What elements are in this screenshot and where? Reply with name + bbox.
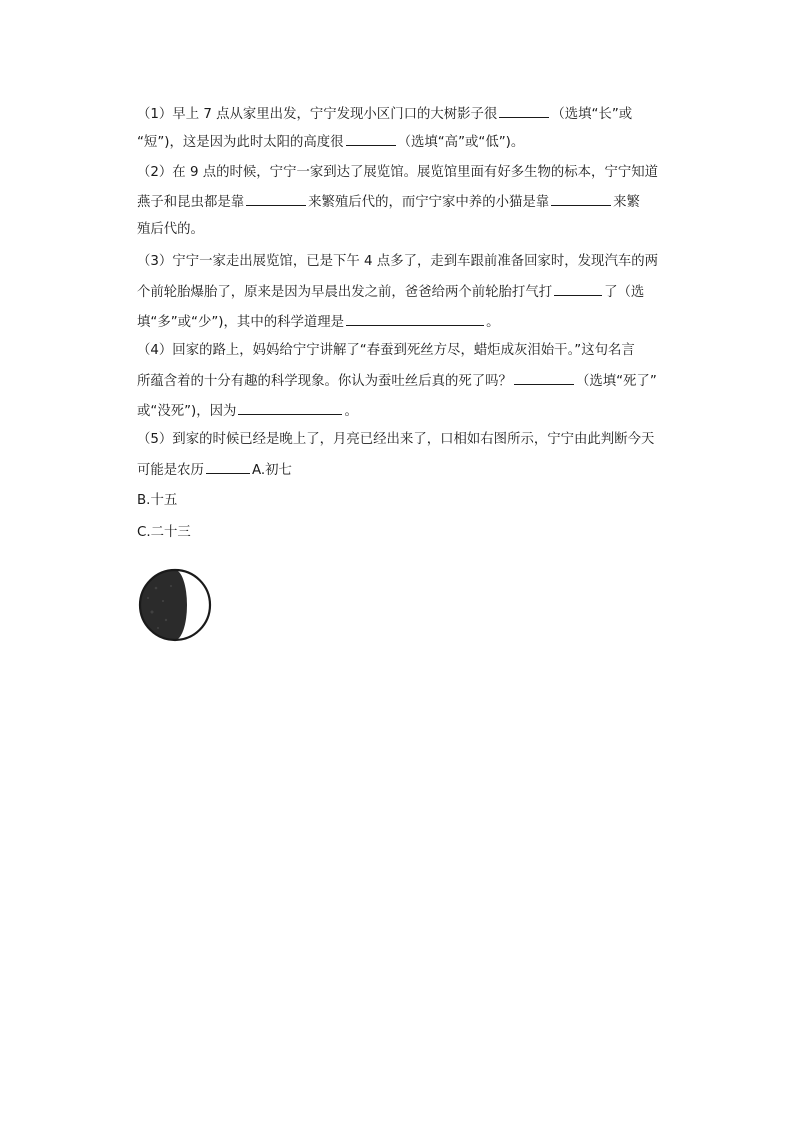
half-moon-icon [138,568,214,644]
q2-answer-blank-2[interactable] [551,192,611,206]
q2-line-1 [137,164,658,182]
q3-answer-blank-1[interactable] [554,282,602,296]
q1-line-1 [137,104,632,122]
q4-line-1 [137,342,635,360]
q5-answer-blank[interactable] [206,460,250,474]
q5-option-c-line [137,524,191,542]
q4-line-2 [137,371,657,389]
q4-answer-blank-2[interactable] [238,401,342,415]
q4-text-4: 或“没死”)，因为 [137,404,237,419]
q2-text-4: 来繁 [613,195,640,210]
q5-line-2 [137,460,292,478]
q3-answer-blank-2[interactable] [346,312,484,326]
q4-line-3 [137,401,358,419]
q1-answer-blank-2[interactable] [346,132,396,146]
q3-line-2 [137,282,644,300]
q5-option-a[interactable]: A.初七 [251,463,292,478]
q3-text-4: 填“多”或“少”)，其中的科学道理是 [137,315,345,330]
q2-text-2: 燕子和昆虫都是靠 [137,195,245,210]
q3-line-3 [137,312,499,330]
moon-dark-part [140,570,187,640]
q5-option-c[interactable]: C.二十三 [137,525,191,540]
q3-line-1 [137,253,658,271]
q4-text-2: 所蕴含着的十分有趣的科学现象。你认为蚕吐丝后真的死了吗？ [137,374,512,389]
q4-text-3: （选填“死了” [575,374,657,389]
q5-option-b-line [137,492,177,510]
q5-line-1 [137,431,654,449]
q4-text-5: 。 [344,404,358,419]
q1-option-text-2: （选填“高”或“低”)。 [397,135,525,150]
q5-text: （5）到家的时候已经是晚上了，月亮已经出来了，口相如右图所示，宁宁由此判断今天 [137,432,655,447]
q2-text: （2）在 9 点的时候，宁宁一家到达了展览馆。展览馆里面有好多生物的标本，宁宁知道 [137,165,659,180]
q2-line-2 [137,192,640,210]
q1-answer-blank-1[interactable] [499,104,549,118]
q1-text: （1）早上 7 点从家里出发，宁宁发现小区门口的大树影子很 [137,107,498,122]
q2-answer-blank-1[interactable] [246,192,306,206]
q3-text: （3）宁宁一家走出展览馆，已是下午 4 点多了，走到车跟前准备回家时，发现汽车的两 [137,254,659,269]
q1-line-2 [137,132,524,150]
q4-text: （4）回家的路上，妈妈给宁宁讲解了“春蚕到死丝方尽，蜡炬成灰泪始干。”这句名言 [137,343,635,358]
q3-text-3: 了（选 [604,285,645,300]
q3-text-2: 个前轮胎爆胎了，原来是因为早晨出发之前，爸爸给两个前轮胎打气打 [137,285,553,300]
q3-text-5: 。 [486,315,500,330]
q1-text-2: “短”)，这是因为此时太阳的高度很 [137,135,344,150]
q4-answer-blank-1[interactable] [514,371,574,385]
q2-line-3 [137,221,204,239]
q5-text-2: 可能是农历 [137,463,204,478]
q2-text-3: 来繁殖后代的，而宁宁家中养的小猫是靠 [308,195,550,210]
q5-option-b[interactable]: B.十五 [137,493,178,508]
q1-option-text: （选填“长”或 [551,107,633,122]
q2-text-5: 殖后代的。 [137,222,204,237]
